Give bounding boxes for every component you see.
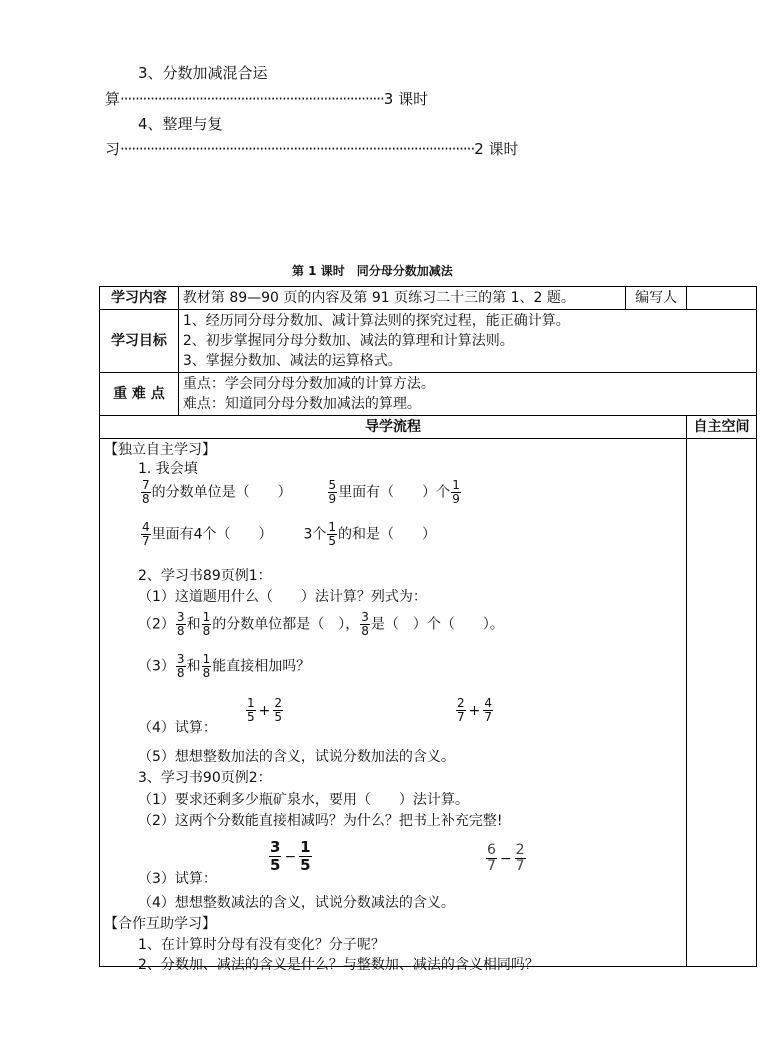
q2-3-post: 能直接相加吗？ <box>212 658 311 675</box>
q2-2-and: 和 <box>186 616 201 633</box>
keypoints-list <box>178 373 756 416</box>
content-row <box>100 287 757 310</box>
q3-4: （4）想想整数减法的含义，试说分数减法的含义。 <box>138 895 455 911</box>
fraction: $\frac{4}{7}$ <box>142 520 150 548</box>
fraction: $\frac{2}{7}$ <box>515 842 525 874</box>
keypoint-item: 难点：知道同分母分数加减法的算理。 <box>182 396 421 412</box>
goals-label: 学习目标 <box>100 310 179 373</box>
add-expr-1 <box>245 697 284 724</box>
fraction: $\frac{1}{5}$ <box>300 838 311 874</box>
plus-sign: + <box>258 702 271 719</box>
content-label: 学习内容 <box>100 287 179 310</box>
q1-text-a: 的分数单位是（ ） <box>151 484 292 501</box>
author-label: 编写人 <box>626 287 687 310</box>
q2-title: 2、学习书89页例1： <box>138 568 272 584</box>
q2-2-mid: 的分数单位都是（ ）， <box>212 616 360 633</box>
fraction: $\frac{3}{8}$ <box>176 652 185 680</box>
fraction: $\frac{3}{8}$ <box>361 610 369 638</box>
fraction: $\frac{7}{8}$ <box>142 478 150 506</box>
q2-2 <box>138 611 504 638</box>
space-column <box>687 439 757 967</box>
flow-header-row <box>100 416 757 439</box>
q2-1: （1）这道题用什么（ ）法计算？列式为： <box>138 589 427 605</box>
q1-text-c: 里面有4个（ ） <box>151 526 273 543</box>
fraction: $\frac{1}{5}$ <box>247 696 255 724</box>
q2-4: （4）试算： <box>138 720 217 736</box>
fraction: $\frac{3}{8}$ <box>176 610 185 638</box>
lesson-table <box>99 286 757 973</box>
fraction: $\frac{1}{8}$ <box>202 652 211 680</box>
q1-text-b: 里面有（ ）个 <box>338 484 451 501</box>
sub-expr-2 <box>485 843 527 874</box>
fraction: $\frac{5}{9}$ <box>328 478 337 506</box>
q2-2-pre: （2） <box>138 616 175 633</box>
q1-text-d: 的和是（ ） <box>338 526 437 543</box>
toc-item-4-cont: 习 <box>105 140 121 158</box>
q3-title: 3、学习书90页例2： <box>138 770 272 786</box>
keypoints-row <box>100 373 757 416</box>
q2-3-pre: （3） <box>138 658 175 675</box>
lesson-title: 第 1 课时 同分母分数加减法 <box>292 264 453 278</box>
section-independent: 【独立自主学习】 <box>104 442 216 458</box>
toc-item-4-hours: 2 课时 <box>474 140 519 158</box>
keypoint-item: 重点：学会同分母分数加减的计算方法。 <box>182 376 435 392</box>
toc-item-3-line <box>105 88 428 109</box>
toc-item-4-line <box>105 138 519 159</box>
goals-list <box>178 310 756 373</box>
content-text: 教材第 89—90 页的内容及第 91 页练习二十三的第 1、2 题。 <box>178 287 625 310</box>
goal-item: 3、掌握分数加、减法的运算格式。 <box>182 353 402 369</box>
toc-item-4-dots: ······························································································ <box>120 140 475 158</box>
fraction: $\frac{3}{5}$ <box>270 838 281 874</box>
space-header: 自主空间 <box>687 416 757 439</box>
flow-header: 导学流程 <box>100 416 687 439</box>
add-expr-2 <box>455 697 494 724</box>
sub-expr-1 <box>268 839 313 874</box>
toc-item-3-dots: ······································································ <box>120 90 384 108</box>
toc-item-3-hours: 3 课时 <box>383 90 429 108</box>
fraction: $\frac{1}{9}$ <box>452 478 460 506</box>
q3-1: （1）要求还剩多少瓶矿泉水，要用（ ）法计算。 <box>138 792 469 808</box>
toc-item-3-cont: 算 <box>105 90 121 108</box>
toc-item-4-title: 4、整理与复 <box>138 115 223 133</box>
q2-3 <box>138 653 310 680</box>
q1-line-1 <box>140 479 462 506</box>
q2-2-post: 是（ ）个（ ）。 <box>370 616 504 633</box>
author-value <box>687 287 757 310</box>
toc-item-3-title: 3、分数加减混合运 <box>138 64 268 82</box>
fraction: $\frac{2}{7}$ <box>457 696 465 724</box>
q2-5: （5）想想整数加法的含义，试说分数加法的含义。 <box>138 749 455 765</box>
q2-3-and: 和 <box>186 658 201 675</box>
keypoints-label: 重 难 点 <box>100 373 179 416</box>
q1-line-2 <box>140 521 436 548</box>
fraction: $\frac{6}{7}$ <box>487 842 496 874</box>
q1-title: 1. 我会填 <box>138 461 198 477</box>
goal-item: 2、初步掌握同分母分数加、减法的算理和计算法则。 <box>182 333 514 349</box>
q1-text-d-pre: 3个 <box>303 526 327 543</box>
fraction: $\frac{4}{7}$ <box>484 696 493 724</box>
q3-3: （3）试算： <box>138 871 217 887</box>
q3-2: （2）这两个分数能直接相减吗？为什么？把书上补充完整! <box>138 813 503 829</box>
goal-item: 1、经历同分母分数加、减计算法则的探究过程，能正确计算。 <box>182 313 570 329</box>
c2: 2、分数加、减法的含义是什么？与整数加、减法的含义相同吗？ <box>138 957 539 973</box>
minus-sign: − <box>499 850 512 867</box>
fraction: $\frac{1}{5}$ <box>328 520 337 548</box>
minus-sign: − <box>284 848 297 865</box>
flow-content <box>100 439 687 973</box>
flow-row <box>100 439 757 967</box>
goals-row <box>100 310 757 373</box>
c1: 1、在计算时分母有没有变化？分子呢？ <box>138 937 385 953</box>
plus-sign: + <box>468 702 481 719</box>
fraction: $\frac{1}{8}$ <box>202 610 211 638</box>
section-cooperative: 【合作互助学习】 <box>104 916 216 932</box>
fraction: $\frac{2}{5}$ <box>274 696 283 724</box>
